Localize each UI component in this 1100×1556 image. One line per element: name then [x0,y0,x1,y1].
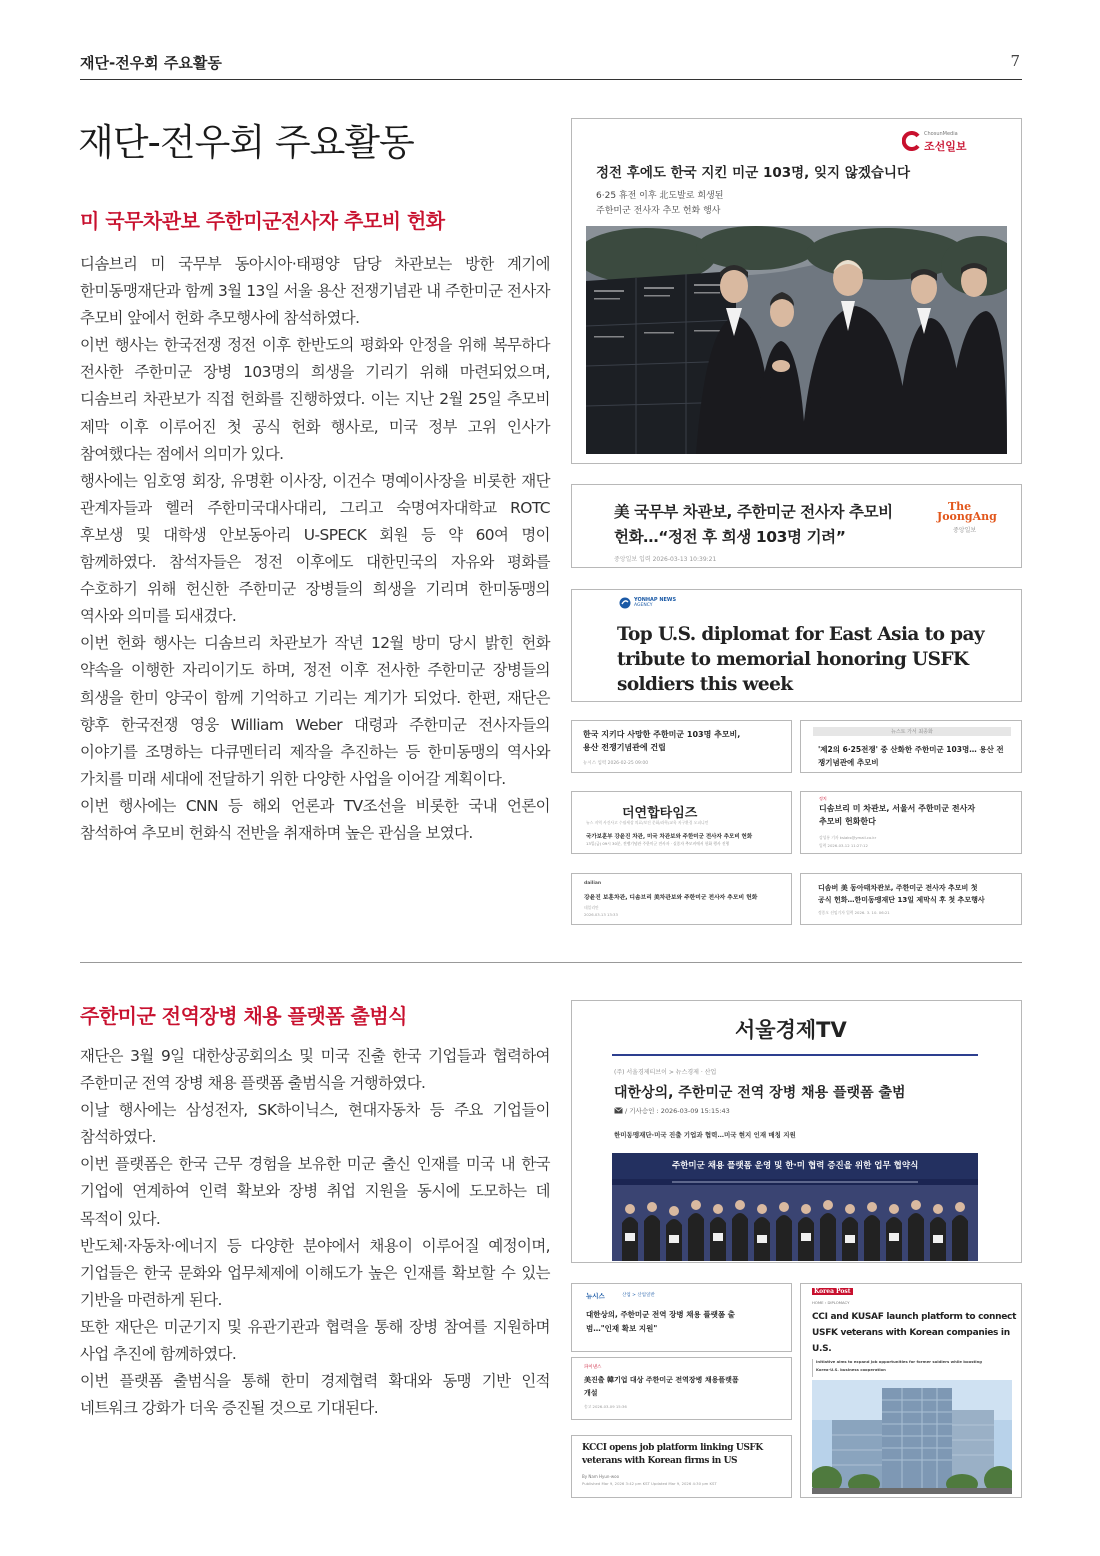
clip-nav: HOME › DIPLOMACY [812,1300,850,1305]
clip-headline: 대한상의, 주한미군 전역 장병 채용 플랫폼 출범 [614,1085,906,1101]
clip-headline: 디솜버 美 동아태차관보, 주한미군 전사자 추모비 첫 [818,884,978,892]
clip-headline: 헌화…“정전 후 희생 103명 기려” [614,528,846,546]
clip-section: 정치 [819,796,827,801]
news-clip-yeonhap-times [571,791,792,854]
clip-meta: 강성룡 기자 kslaks@ymail.co.kr [819,835,877,840]
clip-headline: soldiers this week [617,674,793,695]
clip-meta: 송고 2026-03-09 15:36 [584,1404,627,1409]
news-clip-memorial-3 [800,791,1022,854]
clip-headline: tribute to memorial honoring USFK [617,649,969,670]
clip-breadcrumb: (주) 서울경제티브이 > 뉴스경제 · 산업 [614,1069,717,1076]
clip-subheading: 13일(금) 09시 30분, 전쟁기념관 주한미군 전사자 · 실종자 추모비에서 헌화 행사 진행 [586,841,730,846]
signing-ceremony-photo [612,1153,978,1261]
yonhap-logo-icon [619,597,631,609]
clip-headline: 한국 지키다 사망한 주한미군 103명 추모비, [583,730,741,739]
chosun-logo-icon [902,131,922,151]
news-clip-seoul-economic-tv [571,1000,1022,1263]
running-title: 재단-전우회 주요활동 [80,54,222,72]
news-clip-memorial-4 [800,873,1022,925]
newsis-logo: 뉴시스 [586,1292,605,1300]
section-divider [80,962,1022,963]
clip-meta: 데일리안 [584,905,599,910]
news-clip-newsis-memorial [571,720,792,773]
clip-headline: 용산 전쟁기념관에 건립 [583,743,666,752]
page-number: 7 [1010,52,1020,70]
clip-headline: 정전 후에도 한국 지킨 미군 103명, 잊지 않겠습니다 [596,165,910,181]
paragraph: 이번 플랫폼 출범식을 통해 한미 경제협력 확대와 동맹 기반 인적 네트워크 강화가 더욱 증진될 것으로 기대된다. [80,1372,550,1418]
clip-breadcrumb: 산업 > 산업일반 [622,1293,655,1298]
clip-headline: 범…"인재 확보 지원" [586,1324,658,1333]
chosun-logo: 조선일보 [924,140,967,153]
clip-headline: USFK veterans with Korean companies in [812,1328,1010,1338]
clip-headline: 美 국무부 차관보, 주한미군 전사자 추모비 [614,503,893,521]
kcci-building-photo [812,1380,1012,1494]
clip-subheading: 한미동맹재단·미국 진출 기업과 협력…미국 현지 인재 매칭 지원 [614,1131,796,1139]
clip-headline: 국가보훈부 강윤진 차관, 미국 차관보와 주한미군 전사자 추모비 헌화 [586,834,753,840]
news-clip-joongang [571,484,1022,568]
paragraph: 이번 플랫폼은 한국 근무 경험을 보유한 미군 출신 인재를 미국 내 한국 기업에 연계하여 인력 확보와 장병 취업 지원을 동시에 도모하는 데 목적이 있다. [80,1155,550,1228]
yonhap-logo: YONHAP NEWS [634,597,677,603]
clip-meta: / 기사승인 : 2026-03-09 15:15:43 [625,1107,730,1115]
chosun-logo-en: ChosunMedia [924,131,958,137]
clip-headline: U.S. [812,1344,832,1354]
yeonhap-times-logo: 더연합타임즈 [622,806,698,821]
clip-subheading: Initiative aims to expand job opportunities for former soldiers while boosting [816,1359,983,1364]
paragraph: 이번 헌화 행사는 디솜브리 차관보가 작년 12월 방미 당시 밝힌 헌화 약속을 이행한 자리이기도 하며, 정전 이후 전사한 주한미군 장병들의 희생을 한미 양국이 함께 기억하고 기리는 계기가 되었다. 한편, 재단은 향후 한국전쟁 영웅 William Weber 대령과 주한미군 전사자들의 이야기를 조명하는 다큐멘터리 제작을 추진하는 등 한미동맹의 역사와 가치를 미래 세대에 전달하기 위한 다양한 사업을 이어갈 계획이다. [80,634,550,788]
seoul-economic-tv-logo: 서울경제TV [735,1018,847,1042]
clip-headline: 추모비 헌화한다 [819,817,876,826]
clip-topbar: 뉴스토 가서 최종화 [891,729,933,735]
clip-meta: 중앙일보 입력 2026-03-13 10:39:21 [614,556,717,563]
clip-byline: By Nam Hyun-woo [582,1474,620,1479]
news-clip-platform-2 [571,1357,792,1420]
dailian-logo: dailian [584,881,602,886]
clip-meta: 뉴시스 입력 2026-02-25 09:00 [583,761,649,766]
clip-headline: '제2의 6·25전쟁' 중 산화한 주한미군 103명… 용산 전 [818,745,1004,754]
paragraph: 이번 행사에는 CNN 등 해외 언론과 TV조선을 비롯한 국내 언론이 참석하여 추모비 헌화식 전반을 취재하며 높은 관심을 보였다. [80,796,550,842]
clip-headline: Top U.S. diplomat for East Asia to pay [617,624,985,645]
clip-headline: KCCI opens job platform linking USFK [582,1443,763,1453]
clip-subheading: 주한미군 전사자 추모 헌화 행사 [596,206,721,216]
joongang-logo: The [948,500,972,513]
clip-headline: 대한상의, 주한미군 전역 장병 채용 플랫폼 출 [586,1310,735,1319]
page-title: 재단-전우회 주요활동 [78,121,414,164]
memorial-ceremony-photo [586,226,1007,454]
news-clip-chosun [571,118,1022,464]
clip-logo: 파이낸스 [584,1365,602,1370]
news-clip-yonhap [571,589,1022,702]
news-clip-memorial-2 [800,720,1022,773]
clip-headline: 쟁기념관에 추모비 [818,758,879,767]
paragraph: 반도체·자동차·에너지 등 다양한 분야에서 채용이 이루어질 예정이며, 기업들은 한국 문화와 업무체제에 이해도가 높은 인재를 확보할 수 있는 기반을 마련하게 된다. [80,1236,550,1309]
clip-headline: 강윤진 보훈차관, 디솜브리 美차관보와 주한미군 전사자 추모비 헌화 [584,895,758,901]
section-body-memorial [80,251,550,847]
section-body-platform [80,1043,550,1422]
news-clip-newsis-platform [571,1283,792,1352]
yonhap-logo: AGENCY [634,603,653,608]
news-clip-dailian [571,873,792,925]
paragraph: 이날 행사에는 삼성전자, SK하이닉스, 현대자동차 등 주요 기업들이 참석하였다. [80,1101,550,1147]
joongang-logo-ko: 중앙일보 [953,527,977,534]
news-clip-kcci [571,1435,792,1498]
clip-headline: 디솜브리 미 차관보, 서울서 주한미군 전사자 [819,804,976,813]
clip-headline: 공식 헌화…한미동맹재단 13일 제막식 후 첫 추모행사 [818,896,985,904]
clip-headline: veterans with Korean firms in US [582,1456,738,1466]
clip-meta: 입력 2026-03-12 11:27:12 [819,843,868,848]
paragraph: 재단은 3월 9일 대한상공회의소 및 미국 진출 한국 기업들과 협력하여 주한미군 전역 장병 채용 플랫폼 출범식을 거행하였다. [80,1047,550,1093]
clip-meta: Published Mar 9, 2026 3:42 pm KST Updated Mar 9, 2026 4:30 pm KST [582,1481,717,1486]
section-heading-memorial: 미 국무차관보 주한미군전사자 추모비 헌화 [80,209,445,233]
paragraph: 행사에는 임호영 회장, 유명환 이사장, 이건수 명예이사장을 비롯한 재단 관계자들과 헬러 주한미국대사대리, 그리고 숙명여자대학교 ROTC 후보생 및 대학생 안보동아리 U-SPECK 회원 등 약 60여 명이 함께하였다. 참석자들은 정전 이후에도 대한민국의 자유와 평화를 수호하기 위해 헌신한 주한미군 장병들의 희생을 기리며 한미동맹의 역사와 의미를 되새겼다. [80,471,550,626]
clip-headline: 美진출 韓기업 대상 주한미군 전역장병 채용플랫폼 [584,1376,739,1384]
photo-banner-text: 주한미군 채용 플랫폼 운영 및 한·미 협력 증진을 위한 업무 협약식 [672,1161,919,1171]
clip-headline: CCI and KUSAF launch platform to connect [812,1312,1017,1322]
clip-subheading: Korea-U.S. business cooperation [816,1367,886,1372]
clip-nav: 뉴스 지역 사건사고 수필세상 의료/보건 문화/과학/교육 지구환경 오피니언 [586,820,709,825]
paragraph: 이번 행사는 한국전쟁 정전 이후 한반도의 평화와 안정을 위해 복무하다 전사한 주한미군 장병 103명의 희생을 기리기 위해 마련되었으며, 디솜브리 차관보가 직접 헌화를 진행하였다. 이는 지난 2월 25일 추모비 제막 이후 이루어진 첫 공식 헌화 행사로, 미국 정부 고위 인사가 참여했다는 점에서 의미가 있다. [80,336,550,463]
clip-meta: 정종오 선임기자 입력 2026. 3. 10. 06:21 [818,910,890,915]
paragraph: 디솜브리 미 국무부 동아시아·태평양 담당 차관보는 방한 계기에 한미동맹재단과 함께 3월 13일 서울 용산 전쟁기념관 내 주한미군 전사자 추모비 앞에서 헌화 추모행사에 참석하였다. [80,255,550,328]
mail-icon [614,1107,623,1114]
paragraph: 또한 재단은 미군기지 및 유관기관과 협력을 통해 장병 참여를 지원하며 사업 추진에 함께하였다. [80,1317,550,1364]
running-header [80,50,1022,80]
korea-post-logo: Korea Post [814,1288,851,1295]
clip-meta: 2026.03.13 13:33 [584,912,618,917]
news-clip-korea-post [800,1283,1022,1498]
clip-subheading: 6·25 휴전 이후 北도발로 희생된 [596,191,724,201]
section-heading-platform: 주한미군 전역장병 채용 플랫폼 출범식 [80,1004,407,1028]
clip-headline: 개설 [584,1389,598,1397]
joongang-logo: JoongAng [937,510,997,523]
